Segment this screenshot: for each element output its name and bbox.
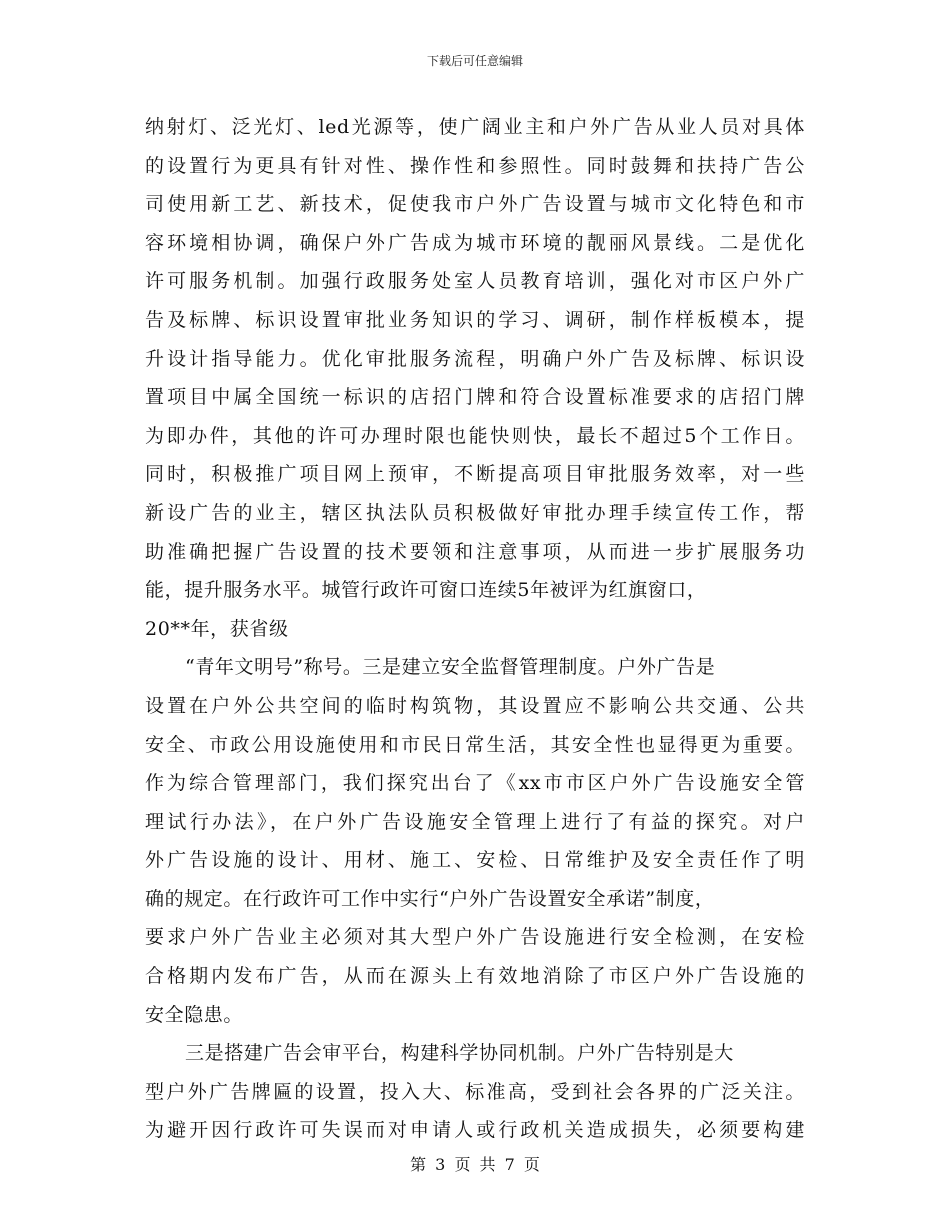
text-line: 确的规定。在行政许可工作中实行“户外广告设置安全承诺”制度， [145, 887, 715, 910]
text-line: 容环境相协调，确保户外广告成为城市环境的靓丽风景线。二是优化 [145, 231, 805, 254]
text-line: 置项目中属全国统一标识的店招门牌和符合设置标准要求的店招门牌 [145, 386, 805, 409]
text-line: 升设计指导能力。优化审批服务流程，明确户外广告及标牌、标识设 [145, 347, 805, 370]
text-line: 为避开因行政许可失误而对申请人或行政机关造成损失，必须要构建 [145, 1119, 805, 1142]
text-line: 理试行办法》，在户外广告设施安全管理上进行了有益的探究。对户 [145, 810, 805, 833]
page-header: 下载后可任意编辑 [426, 54, 523, 68]
text-line: 设置在户外公共空间的临时构筑物，其设置应不影响公共交通、公共 [145, 694, 805, 717]
text-line: 为即办件，其他的许可办理时限也能快则快，最长不超过5个工作日。 [145, 424, 805, 447]
text-line: 纳射灯、泛光灯、led光源等，使广阔业主和户外广告从业人员对具体 [145, 116, 805, 138]
text-line: 安全、市政公用设施使用和市民日常生活，其安全性也显得更为重要。 [145, 733, 805, 756]
text-line: 作为综合管理部门，我们探究出台了《xx市市区户外广告设施安全管 [145, 772, 805, 795]
text-line: 司使用新工艺、新技术，促使我市户外广告设置与城市文化特色和市 [145, 193, 805, 216]
text-line: 新设广告的业主，辖区执法队员积极做好审批办理手续宣传工作，帮 [145, 501, 805, 524]
text-line: 助准确把握广告设置的技术要领和注意事项，从而进一步扩展服务功 [145, 540, 805, 563]
text-line: “青年文明号”称号。三是建立安全监督管理制度。户外广告是 [185, 656, 716, 679]
text-line: 的设置行为更具有针对性、操作性和参照性。同时鼓舞和扶持广告公 [145, 154, 805, 177]
text-line: 告及标牌、标识设置审批业务知识的学习、调研，制作样板模本，提 [145, 308, 805, 331]
text-line: 外广告设施的设计、用材、施工、安检、日常维护及安全责任作了明 [145, 849, 805, 872]
page-footer: 第 3 页 共 7 页 [410, 1155, 540, 1174]
text-line: 许可服务机制。加强行政服务处室人员教育培训，强化对市区户外广 [145, 270, 805, 293]
paragraph-1 [145, 108, 805, 648]
text-line: 同时，积极推广项目网上预审，不断提高项目审批服务效率，对一些 [145, 463, 805, 486]
text-line: 安全隐患。 [145, 1003, 244, 1026]
text-line: 20**年，获省级 [145, 617, 289, 640]
document-body [145, 108, 805, 1150]
text-line: 合格期内发布广告，从而在源头上有效地消除了市区户外广告设施的 [145, 965, 805, 988]
text-line: 型户外广告牌匾的设置，投入大、标准高，受到社会各界的广泛关注。 [145, 1080, 805, 1103]
paragraph-3 [145, 1034, 805, 1150]
text-line: 能，提升服务水平。城管行政许可窗口连续5年被评为红旗窗口， [145, 579, 707, 602]
text-line: 要求户外广告业主必须对其大型户外广告设施进行安全检测，在安检 [145, 926, 805, 949]
text-line: 三是搭建广告会审平台，构建科学协同机制。户外广告特别是大 [185, 1042, 734, 1065]
paragraph-2 [145, 648, 805, 1034]
